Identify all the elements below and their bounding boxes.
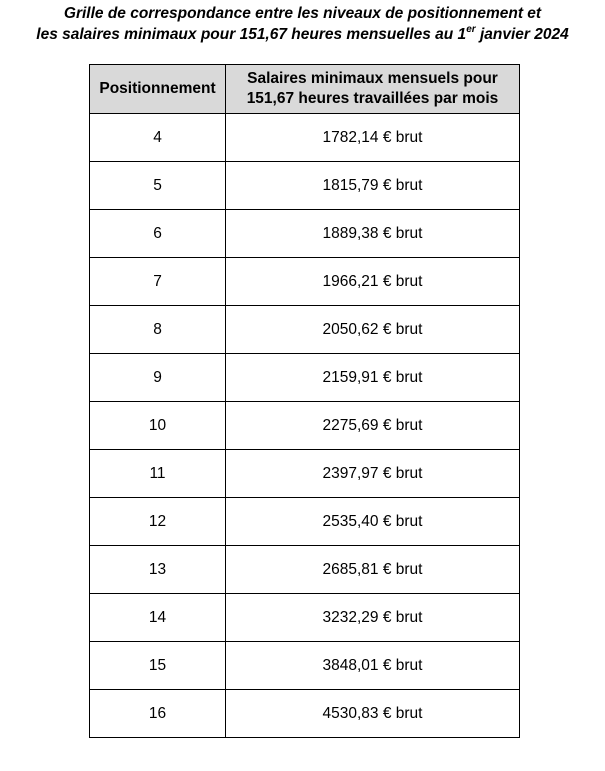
salary-cell: 1782,14 € brut xyxy=(226,114,520,162)
level-cell: 6 xyxy=(90,210,226,258)
header-salaires-line-2: 151,67 heures travaillées par mois xyxy=(246,90,499,107)
header-positionnement: Positionnement xyxy=(90,65,226,114)
table-row xyxy=(90,210,520,258)
salary-cell: 2275,69 € brut xyxy=(226,402,520,450)
table-row xyxy=(90,402,520,450)
table-row xyxy=(90,354,520,402)
title-line-2-end: janvier 2024 xyxy=(475,26,569,43)
salary-cell: 2050,62 € brut xyxy=(226,306,520,354)
table-row xyxy=(90,114,520,162)
salary-cell: 2397,97 € brut xyxy=(226,450,520,498)
title-line-1: Grille de correspondance entre les niveaux de positionnement et xyxy=(63,5,542,22)
salary-cell: 2535,40 € brut xyxy=(226,498,520,546)
level-cell: 13 xyxy=(90,546,226,594)
title-line-2 xyxy=(0,24,605,45)
level-cell: 5 xyxy=(90,162,226,210)
header-salaires xyxy=(226,65,520,114)
title-line-2-text: les salaires minimaux pour 151,67 heures mensuelles au 1 xyxy=(36,26,467,43)
salary-cell: 1815,79 € brut xyxy=(226,162,520,210)
salary-cell: 2685,81 € brut xyxy=(226,546,520,594)
level-cell: 15 xyxy=(90,642,226,690)
salary-cell: 4530,83 € brut xyxy=(226,690,520,738)
level-cell: 10 xyxy=(90,402,226,450)
table-row xyxy=(90,546,520,594)
salary-cell: 3848,01 € brut xyxy=(226,642,520,690)
level-cell: 8 xyxy=(90,306,226,354)
salary-grid-table xyxy=(89,64,520,738)
table-row xyxy=(90,594,520,642)
salary-cell: 2159,91 € brut xyxy=(226,354,520,402)
salary-cell: 1966,21 € brut xyxy=(226,258,520,306)
table-row xyxy=(90,642,520,690)
table-row xyxy=(90,258,520,306)
header-salaires-line-1: Salaires minimaux mensuels pour xyxy=(247,70,498,87)
table-row xyxy=(90,162,520,210)
table-body xyxy=(90,114,520,738)
title-superscript: er xyxy=(466,23,476,35)
table-row xyxy=(90,498,520,546)
document-title xyxy=(0,3,605,45)
table-header-row xyxy=(90,65,520,114)
level-cell: 12 xyxy=(90,498,226,546)
salary-cell: 3232,29 € brut xyxy=(226,594,520,642)
level-cell: 7 xyxy=(90,258,226,306)
level-cell: 14 xyxy=(90,594,226,642)
table-row xyxy=(90,450,520,498)
level-cell: 11 xyxy=(90,450,226,498)
level-cell: 16 xyxy=(90,690,226,738)
level-cell: 9 xyxy=(90,354,226,402)
table-row xyxy=(90,690,520,738)
table-row xyxy=(90,306,520,354)
salary-cell: 1889,38 € brut xyxy=(226,210,520,258)
level-cell: 4 xyxy=(90,114,226,162)
